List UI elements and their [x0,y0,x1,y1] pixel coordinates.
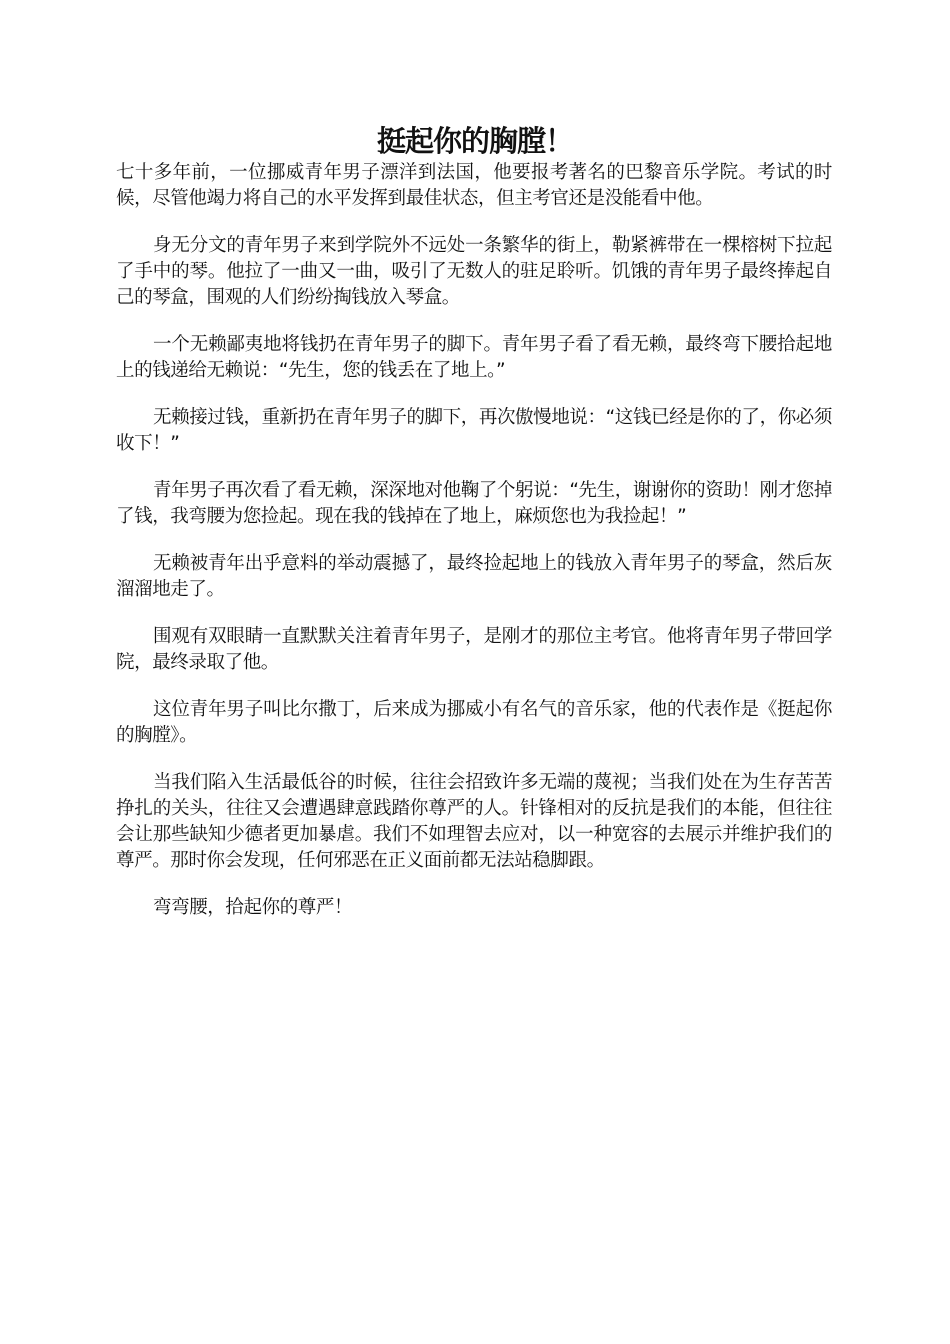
paragraph-3: 一个无赖鄙夷地将钱扔在青年男子的脚下。青年男子看了看无赖，最终弯下腰拾起地上的钱递给无赖说：“先生，您的钱丢在了地上。” [116,334,832,381]
paragraph-5: 青年男子再次看了看无赖，深深地对他鞠了个躬说：“先生，谢谢你的资助！刚才您掉了钱，我弯腰为您捡起。现在我的钱掉在了地上，麻烦您也为我捡起！” [116,480,832,527]
document-title: 挺起你的胸膛！ [376,124,573,158]
paragraph-1: 七十多年前，一位挪威青年男子漂洋到法国，他要报考著名的巴黎音乐学院。考试的时候，尽管他竭力将自己的水平发挥到最佳状态，但主考官还是没能看中他。 [116,162,832,209]
paragraph-6: 无赖被青年出乎意料的举动震撼了，最终捡起地上的钱放入青年男子的琴盒，然后灰溜溜地走了。 [116,553,832,600]
paragraph-2: 身无分文的青年男子来到学院外不远处一条繁华的街上，勒紧裤带在一棵榕树下拉起了手中的琴。他拉了一曲又一曲，吸引了无数人的驻足聆听。饥饿的青年男子最终捧起自己的琴盒，围观的人们纷纷掏钱放入琴盒。 [116,235,832,308]
paragraph-9: 当我们陷入生活最低谷的时候，往往会招致许多无端的蔑视；当我们处在为生存苦苦挣扎的关头，往往又会遭遇肆意践踏你尊严的人。针锋相对的反抗是我们的本能，但往往会让那些缺知少德者更加暴虐。我们不如理智去应对，以一种宽容的去展示并维护我们的尊严。那时你会发现，任何邪恶在正义面前都无法站稳脚跟。 [116,772,832,871]
paragraph-7: 围观有双眼睛一直默默关注着青年男子，是刚才的那位主考官。他将青年男子带回学院，最终录取了他。 [116,626,832,673]
paragraph-10: 弯弯腰，拾起你的尊严！ [153,897,353,918]
paragraph-8: 这位青年男子叫比尔撒丁，后来成为挪威小有名气的音乐家，他的代表作是《挺起你的胸膛》。 [116,699,832,746]
document-body [116,160,832,942]
paragraph-4: 无赖接过钱，重新扔在青年男子的脚下，再次傲慢地说：“这钱已经是你的了，你必须收下！” [116,407,832,454]
